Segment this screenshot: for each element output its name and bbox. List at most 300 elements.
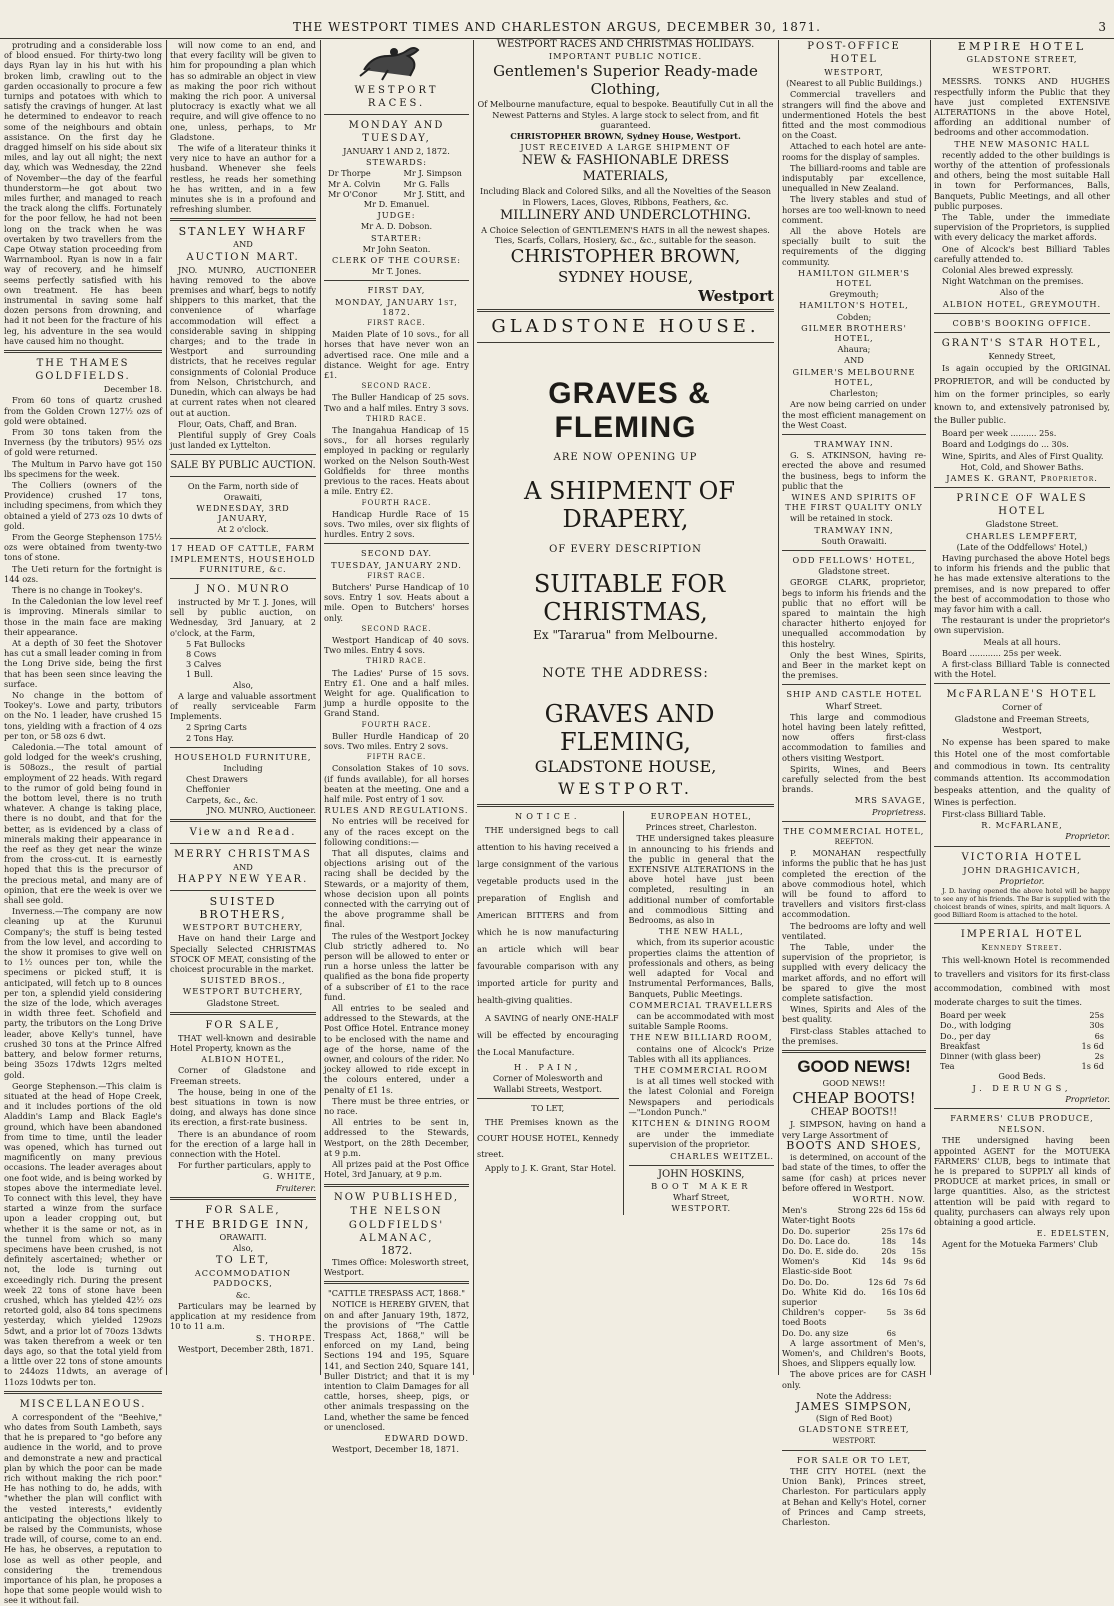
article-paragraph: Inverness.—The company are now cleaning up at the Kurunui Company's; the stuff is being tested from the low level, and according to the show it promises to give well on to 1½ ounces per ton, while the specimens or picked stuff, it is anticipated, will fetch up to 8 ounces per ton, a splendid yield considering the size of the lode, which averages in width three feet. Schofield and party, the tributors on the Long Drive leader, above Kelly's tunnel, have crushed 30 tons at the Prince Alfred battery, and below former returns, being 35ozs 17dwts 12grs melted gold. bbox=[4, 906, 162, 1080]
ad-text: Corner of Molesworth and Wallabi Streets, Westport. bbox=[492, 1073, 603, 1094]
ad-text: WESTPORT, bbox=[824, 67, 884, 77]
ad-body: MESSRS. TONKS AND HUGHES respectfully inform the Public that they have just completed EXTENSIVE ALTERATIONS in the above Hotel, affording an additional number of bedrooms and other accommodation. bbox=[934, 76, 1110, 138]
ad-body: JNO. MUNRO, AUCTIONEER having removed to the above premises and wharf, begs to notify shippers to this market, that the convenience of wharfage accommodation will effect a considerable saving in shipping charges; and to the trade in Westport and surrounding districts, that he receives regular consignments of Colonial Produce from Nelson, Christchurch, and Dunedin, which can always be had at current rates when not cleared out at auction. bbox=[170, 264, 316, 418]
ad-signature: SUISTED BROS., bbox=[200, 975, 286, 986]
ad-body: A SAVING of nearly ONE-HALF will be effected by encouraging the Local Manufacture. bbox=[477, 1013, 619, 1058]
price-item: Do. Do. any size bbox=[782, 1327, 849, 1338]
ad-title: TO LET, bbox=[531, 1102, 565, 1113]
ad-title: ODD FELLOWS' HOTEL, bbox=[792, 554, 916, 565]
ad-body: Night Watchman on the premises. bbox=[942, 276, 1084, 287]
ad-text: WESTPORT. bbox=[832, 1436, 876, 1445]
ad-signature: Proprietress. bbox=[871, 806, 926, 817]
price-now: 15s bbox=[911, 1245, 926, 1256]
race-label: FIRST RACE. bbox=[367, 319, 426, 328]
ad-title: TRAMWAY INN. bbox=[814, 438, 894, 449]
rate-row bbox=[934, 1020, 1110, 1030]
ad-headline: GLADSTONE HOUSE, bbox=[534, 757, 717, 777]
ad-subtitle: IMPORTANT PUBLIC NOTICE. bbox=[548, 51, 703, 62]
ad-signature: CHARLES WEITZEL. bbox=[670, 1150, 774, 1161]
ad-body: THE undersigned takes pleasure in announcing to his friends and the public in general that the EXTENSIVE ALTERATIONS in the above hotel have just been completed, resulting in an additional number of comfortable and commodious Sitting and Bedrooms, as also in bbox=[628, 833, 774, 926]
ad-text: MERRY CHRISTMAS bbox=[174, 849, 312, 860]
price-item: Children's copper-toed Boots bbox=[782, 1307, 866, 1328]
ad-subtitle: THE NEW MASONIC HALL bbox=[954, 138, 1090, 149]
list-item: Mr G. Falls bbox=[403, 178, 450, 189]
rules-heading: RULES AND REGULATIONS. bbox=[324, 805, 469, 816]
rate-line: Board ............ 25s per week. bbox=[942, 647, 1062, 658]
ad-text: Princes street, Charleston. bbox=[645, 822, 757, 833]
list-item: Cheffonier bbox=[186, 784, 230, 795]
price-row bbox=[782, 1277, 926, 1287]
ad-text: (Sign of Red Boot) bbox=[815, 1413, 893, 1424]
price-now: 14s bbox=[911, 1235, 926, 1246]
ad-title: NOTICE. bbox=[515, 811, 581, 822]
ad-subtitle: TUESDAY, JANUARY 2ND. bbox=[331, 559, 462, 570]
ad-body: Is again occupied by the ORIGINAL PROPRIETOR, and will be conducted by him on the former principles, so early known to, and extensively patronised by, the Buller public. bbox=[934, 363, 1110, 426]
article-paragraph: From 60 tons of quartz crushed from the Golden Crown 127½ ozs of gold were obtained. bbox=[4, 395, 162, 426]
price-row bbox=[782, 1246, 926, 1256]
ad-body: THAT well-known and desirable Hotel Property, known as the bbox=[170, 1032, 316, 1054]
ad-title: THE BRIDGE INN, bbox=[175, 1217, 311, 1231]
ad-subtitle: GILMER BROTHERS' HOTEL, bbox=[801, 322, 907, 344]
ad-text: CHRISTOPHER BROWN, Sydney House, Westport. bbox=[510, 131, 741, 142]
ad-signature: Proprietor. bbox=[1065, 1093, 1110, 1104]
ad-subtitle: GILMER'S MELBOURNE HOTEL, bbox=[792, 366, 916, 387]
ad-signature: MRS SAVAGE, bbox=[854, 795, 926, 806]
price-now: 7s 6d bbox=[903, 1276, 926, 1287]
ad-body: Spirits, Wines, and Beers carefully selected from the best brands. bbox=[782, 763, 926, 795]
ad-signature: Fruiterer. bbox=[276, 1182, 316, 1193]
rate-item: Dinner (with glass beer) bbox=[940, 1050, 1041, 1061]
ad-body: Have on hand their Large and Specially Selected CHRISTMAS STOCK OF MEAT, consisting of the choicest procurable in the market. bbox=[170, 933, 316, 975]
race-entry: Handicap Hurdle Race of 15 sovs. Two miles, over six flights of hurdles. Entry 2 sovs. bbox=[324, 508, 469, 540]
ad-text: Mr A. D. Dobson. bbox=[360, 221, 433, 232]
price-item: Do. Do. Do. bbox=[782, 1276, 830, 1287]
race-entry: The Buller Handicap of 25 sovs. Two and a half miles. Entry 3 sovs. bbox=[324, 392, 469, 413]
bottom-row bbox=[477, 811, 774, 1215]
list-item: 3 Calves bbox=[186, 659, 222, 670]
ad-text: Ex "Tararua" from Melbourne. bbox=[533, 627, 718, 642]
ad-body: will be retained in stock. bbox=[790, 513, 893, 524]
ad-subtitle: JOHN DRAGHICAVICH, bbox=[963, 864, 1081, 875]
ad-label: JUDGE: bbox=[377, 210, 416, 221]
ad-text: OF EVERY DESCRIPTION bbox=[549, 544, 702, 556]
ad-text: Proprietor. bbox=[999, 875, 1045, 886]
rule-paragraph: All entries to be sealed and addressed to the Stewards, at the Post Office Hotel. Entrance money to be enclosed with the name and age of the horse, name of the owner, and colours of the rider. No jockey allowed to ride except in the colours entered, under a penalty of £1 1s. bbox=[324, 1003, 469, 1095]
race-label: FIFTH RACE. bbox=[366, 753, 427, 762]
price-row bbox=[782, 1205, 926, 1225]
ad-text: On the Farm, north side of Orawaiti, bbox=[187, 481, 299, 502]
ad-subtitle: HAMILTON GILMER'S HOTEL bbox=[798, 267, 910, 289]
ad-body: Attached to each hotel are ante-rooms for the display of samples. bbox=[782, 141, 926, 162]
list-item: 8 Cows bbox=[186, 648, 217, 659]
ad-body: First-class Stables attached to the premises. bbox=[782, 1025, 926, 1046]
ad-text: WEDNESDAY, 3RD JANUARY, bbox=[196, 502, 290, 523]
ad-subtitle: CHARLES LEMPFERT, bbox=[966, 530, 1078, 541]
ad-subtitle: WESTPORT BUTCHERY, bbox=[182, 922, 304, 933]
ad-title: GOLDFIELDS' ALMANAC, bbox=[348, 1219, 445, 1244]
list-item: Mr O'Conor bbox=[328, 188, 378, 199]
ad-subtitle: AUCTION MART. bbox=[186, 251, 300, 263]
ad-text: GLADSTONE STREET, bbox=[966, 54, 1078, 64]
list-item: Dr Thorpe bbox=[328, 168, 371, 179]
rate-line: Board per week .......... 25s. bbox=[942, 428, 1057, 439]
ad-text: JANUARY 1 AND 2, 1872. bbox=[343, 146, 450, 156]
ad-title: STANLEY WHARF bbox=[178, 225, 308, 239]
price-item: Do. Do. E. side do. bbox=[782, 1245, 859, 1256]
ad-headline: GLADSTONE HOUSE. bbox=[491, 316, 760, 338]
article-paragraph: No change in the bottom of Tookey's. Lowe and party, tributors on the No. 1 leader, have crushed 15 tons, yielding with a fraction of 4 ozs per ton, or 58 ozs 6 dwt. bbox=[4, 689, 162, 741]
rate-row bbox=[934, 1061, 1110, 1071]
ad-headline: NEW & FASHIONABLE DRESS MATERIALS, bbox=[521, 153, 730, 185]
ad-text: Gladstone Street. bbox=[985, 519, 1059, 530]
ad-subtitle: HAMILTON'S HOTEL, bbox=[799, 300, 909, 311]
ad-text: &c. bbox=[235, 1289, 251, 1300]
ad-body: THE CITY HOTEL (next the Union Bank), Princes street, Charleston. For particulars apply at Behan and Kelly's Hotel, corner of Princes and Camp streets, Charleston. bbox=[782, 1465, 926, 1527]
ad-title: BOOT MAKER bbox=[651, 1180, 752, 1191]
ad-body: A large assortment of Men's, Women's, and Children's Boots, Shoes, and Slippers equally low. bbox=[782, 1337, 926, 1369]
ad-subtitle: 17 HEAD OF CATTLE, FARM IMPLEMENTS, HOUSEHOLD FURNITURE, &c. bbox=[170, 543, 316, 574]
rate-row bbox=[934, 1051, 1110, 1061]
ad-headline: CHEAP BOOTS!! bbox=[810, 1107, 898, 1119]
page-number: 3 bbox=[1098, 20, 1106, 34]
rate-price: 25s bbox=[1089, 1010, 1104, 1021]
ad-body: THE undersigned having been appointed AGENT for the MOTUEKA FARMERS' CLUB, begs to intimate that he is prepared to SUPPLY all kinds of PRODUCE at market prices, in small or large quantities. Also, as the strictest attention will be paid with regard to quality, purchasers can always rely upon obtaining a good article. bbox=[934, 1135, 1110, 1228]
price-worth: 25s bbox=[881, 1225, 896, 1236]
masthead-title: THE WESTPORT TIMES AND CHARLESTON ARGUS, DECEMBER 30, 1871. bbox=[293, 20, 821, 34]
ad-headline: GOOD NEWS! bbox=[797, 1057, 911, 1077]
ad-subtitle: THE NEW HALL, bbox=[658, 926, 744, 937]
price-worth: 5s bbox=[886, 1307, 896, 1318]
ad-body: A first-class Billiard Table is connected with the Hotel. bbox=[934, 658, 1110, 680]
ad-text: Corner of bbox=[1002, 702, 1042, 713]
ad-date: Westport, December 18, 1871. bbox=[332, 1444, 459, 1455]
price-row bbox=[782, 1287, 926, 1307]
ad-body: Corner of Gladstone and Freeman streets. bbox=[170, 1065, 316, 1086]
rate-item: Breakfast bbox=[940, 1040, 981, 1051]
price-worth: 12s 6d bbox=[868, 1276, 896, 1287]
article-paragraph: From the George Stephenson 175½ ozs were obtained from twenty-two tons of stone. bbox=[4, 531, 162, 563]
ad-title: SHIP AND CASTLE HOTEL bbox=[786, 689, 922, 700]
ad-title: J NO. MUNRO bbox=[195, 583, 291, 595]
ad-text: Cobden; bbox=[836, 311, 872, 322]
ad-text: Kennedy Street, bbox=[988, 351, 1056, 362]
race-entry: Consolation Stakes of 10 sovs. (if funds available), for all horses beaten at the meeting. One and a half mile. Post entry of 1 sov. bbox=[324, 763, 469, 804]
ad-signature: G. WHITE, bbox=[262, 1171, 316, 1182]
ad-signature: E. EDELSTEN, bbox=[1036, 1228, 1110, 1239]
price-worth: 18s bbox=[881, 1235, 896, 1246]
price-now: 9s 6d bbox=[903, 1256, 926, 1267]
ad-text: NELSON. bbox=[998, 1124, 1046, 1135]
price-worth: 22s 6d bbox=[868, 1205, 896, 1216]
ad-text: Also, bbox=[232, 1243, 254, 1254]
lot-list bbox=[170, 639, 316, 680]
ad-body: J. SIMPSON, having on hand a very Large Assortment of bbox=[782, 1119, 926, 1140]
price-row bbox=[782, 1307, 926, 1327]
ad-signature: Proprietor. bbox=[1065, 831, 1110, 842]
ad-label: CLERK OF THE COURSE: bbox=[331, 255, 462, 266]
ad-signature: R. McFARLANE, bbox=[981, 820, 1063, 831]
rate-price: 1s 6d bbox=[1081, 1040, 1104, 1051]
race-label: FIRST RACE. bbox=[367, 571, 426, 580]
ad-body: There is an abundance of room for the erection of a large hall in connection with the Hotel. bbox=[170, 1128, 316, 1160]
rule-paragraph: All prizes paid at the Post Office Hotel, 3rd January, at 9 p.m. bbox=[324, 1159, 469, 1180]
rate-price: 1s 6d bbox=[1081, 1061, 1104, 1072]
ad-text: At 2 o'clock. bbox=[217, 524, 269, 535]
article-paragraph: Caledonia.—The total amount of gold lodged for the week's crushing, is 508ozs., the result of partial employment of 22 heads. With regard to the rumor of gold being found in the bottom level, there is no truth whatever. A change is taking place, there is no doubt, and that for the better, as is evidenced by a class of minerals making their appearance in the reef as they get near the winze from the cross-cut. It is earnestly hoped that this is the precursor of the precious metal, and many are of opinion, that ere the week is over we shall see gold. bbox=[4, 742, 162, 906]
ad-body: Times Office: Molesworth street, Westport. bbox=[324, 1256, 469, 1277]
race-label: FOURTH RACE. bbox=[361, 498, 432, 507]
ad-title: THE COMMERCIAL HOTEL, bbox=[783, 825, 925, 836]
ad-body: NOTICE is HEREBY GIVEN, that on and after January 19th, 1872, the provisions of "The Cattle Trespass Act, 1868," will be enforced on my Land, being Sections 194 and 195, Square 141, and Section 240, Square 141, Buller District; and that it is my intention to Claim Damages for all cattle, horses, sheep, pigs, or other animals trespassing on the Land, whether the same be fenced or unenclosed. bbox=[324, 1299, 469, 1432]
ad-subtitle: THE COMMERCIAL ROOM bbox=[634, 1064, 769, 1075]
ad-subtitle: HOUSEHOLD FURNITURE, bbox=[174, 751, 312, 762]
ad-headline: BOOTS AND SHOES, bbox=[786, 1138, 922, 1152]
ad-body: No expense has been spared to make this Hotel one of the most comfortable and commodious in town. Its centrality commands attention. Its accommodation bespeaks attention, and the quality of Wines is perfection. bbox=[934, 736, 1110, 807]
column-2 bbox=[170, 40, 316, 1377]
rate-item: Board per week bbox=[940, 1010, 1006, 1021]
price-row bbox=[782, 1226, 926, 1236]
ad-title: SALE BY PUBLIC AUCTION. bbox=[170, 460, 316, 472]
rate-line: Board and Lodgings do ... 30s. bbox=[942, 439, 1069, 450]
race-entry: The Inangahua Handicap of 15 sovs., for all horses regularly employed in packing or regularly worked on the Nelson South-West Goldfields for three months previous to the races. Heats about a mile. Entry £2. bbox=[324, 425, 469, 497]
price-worth: 6s bbox=[886, 1327, 896, 1338]
article-paragraph: At a depth of 30 feet the Shotover has cut a small leader coming in from the Long Drive side, being the first that has been seen since leaving the surface. bbox=[4, 637, 162, 689]
ad-body: Having purchased the above Hotel begs to inform his friends and the public that he has made extensive alterations to the premises, and is now prepared to offer the best of accommodation to those who may favor him with a call. bbox=[934, 552, 1110, 614]
ad-title: EUROPEAN HOTEL, bbox=[650, 811, 752, 822]
ad-text: Westport, bbox=[1001, 724, 1043, 735]
price-worth: 14s bbox=[881, 1256, 896, 1267]
ad-subtitle: COMMERCIAL TRAVELLERS bbox=[629, 999, 774, 1010]
ad-subtitle: ALBION HOTEL, GREYMOUTH. bbox=[942, 298, 1102, 309]
ad-headline: MILLINERY AND UNDERCLOTHING. bbox=[500, 207, 751, 223]
ad-signature: H. PAIN, bbox=[514, 1062, 582, 1073]
shipwreck-story-end: protruding and a considerable loss of blood ensued. For thirty-two long days Ryan lay in his hut with his broken limb, crawling out to the garden occasionally to procure a few turnips and potatoes with which to satisfy the cravings of hunger. At last he determined to endeavor to reach some of the neighbours and obtain assistance. On the first day he dragged himself on his side about six miles, and lay out all night; the next day, which was Wednesday, the 22nd of November—the day of the fearful thunderstorm—he got about two miles further, and managed to reach the track along the cliffs. Fortunately for the poor fellow, he had not been long on the track when he was overtaken by two travellers from the Cape Otway station proceeding from Warrnambool. Ryan is now in a fair way of recovery, and he himself seems perfectly satisfied with his own treatment. He has been instrumental in saving some half dozen persons from drowning, and had it not been for the fracture of his leg, his adventure in the sea would have caused him no thought. bbox=[4, 40, 162, 346]
ad-text: ARE NOW OPENING UP bbox=[553, 452, 698, 464]
european-hotel-ad bbox=[624, 811, 774, 1215]
ad-text: Mr T. Jones. bbox=[371, 266, 422, 277]
ad-text: (Nearest to all Public Buildings.) bbox=[786, 78, 922, 89]
article-paragraph: A correspondent of the "Beehive," who dates from South Lambeth, says that he is prepared to "go before any audience in the world, and to prove and demonstrate a new and practical plan by which the poor can be made rich without making the rich poor." He has nothing to do, he adds, with "whether the plan will conflict with the vested interests," evidently anticipating the objections likely to be raised by the Communists, whose trade will, of course, come to an end. He has, he observes, a reputation to lose as well as other people, and considering the tremendous importance of his plan, he proposes a hope that some people would wish to see it without fail. bbox=[4, 1411, 162, 1606]
ad-subtitle: ACCOMMODATION PADDOCKS, bbox=[194, 1268, 292, 1289]
column-5 bbox=[782, 40, 926, 1527]
ad-headline: SUITABLE FOR CHRISTMAS, bbox=[533, 569, 726, 626]
ad-body: Wine, Spirits, and Ales of First Quality. bbox=[942, 450, 1104, 461]
ad-title: TO LET, bbox=[215, 1255, 271, 1267]
article-paragraph: In the Caledonian the low level reef is improving. Minerals similar to those in the main face are making their appearance. bbox=[4, 596, 162, 637]
ad-body: contains one of Alcock's Prize Tables with all its appliances. bbox=[628, 1043, 774, 1064]
ad-text: South Orawaiti. bbox=[821, 535, 887, 546]
article-paragraph: George Stephenson.—This claim is situated at the head of Hope Creek, and it includes portions of the old Aladdin's Lamp and Black Eagle's ground, which have been abandoned from time to time, until the leader was opened, which has turned out magnificently on many previous occasions. The leader averages about one foot wide, and is being worked by stopes above the intermediate level. To connect with this level, they have started a winze from the surface upon a leader cropping out, but whether it is the same or not, as in the tunnel from which so many specimens have been crushed, is not definitely ascertained; whether or not, the lode is turning out exceedingly rich. During the present week 22 tons of stone have been crushed, which has yielded 42½ ozs retorted gold, also 84 tons specimens yesterday, which yielded 129ozs 5dwt, and a prior lot of 70ozs 13dwts was taken therefrom a week or ten days ago, so that the total yield from a little over 22 tons of stone amounts to 244ozs 11dwts, an average of 11ozs 10dwts per ton. bbox=[4, 1080, 162, 1387]
ad-text: Including bbox=[223, 762, 263, 773]
ad-label: STEWARDS: bbox=[365, 157, 428, 168]
ad-signature: S. THORPE. bbox=[255, 1332, 316, 1343]
price-item: Men's Strong Water-tight Boots bbox=[782, 1205, 866, 1226]
ad-date: Westport, December 28th, 1871. bbox=[178, 1343, 314, 1354]
ad-headline: Gentlemen's Superior Ready-made Clothing, bbox=[493, 62, 758, 99]
ad-body: recently added to the other buildings is worthy of the attention of professionals and others, being the most suitable Hall in town for Performances, Balls, Banquets, Public Meetings, and all other public purposes. bbox=[934, 149, 1110, 211]
ad-title: EMPIRE HOTEL bbox=[957, 40, 1087, 53]
ad-body: instructed by Mr T. J. Jones, will sell by public auction, on Wednesday, 3rd January, at 2 o'clock, at the Farm, bbox=[170, 596, 316, 638]
ad-text: Hot, Cold, and Shower Baths. bbox=[960, 461, 1084, 472]
ad-subtitle: KITCHEN & DINING ROOM bbox=[631, 1117, 771, 1128]
price-now bbox=[896, 1328, 926, 1338]
ad-title: IMPERIAL HOTEL bbox=[960, 928, 1084, 940]
price-now: 10s 6d bbox=[898, 1286, 926, 1297]
ad-text: Also, bbox=[232, 679, 254, 690]
ad-text: Meals at all hours. bbox=[983, 636, 1061, 647]
ad-body: All the above Hotels are specially built to suit the requirements of the digging community. bbox=[782, 226, 926, 267]
list-item: 1 Bull. bbox=[186, 669, 213, 680]
rule-paragraph: That all disputes, claims and objections arising out of the racing shall be decided by the Stewards, or a majority of them, whose decision upon all points connected with the carrying out of the above programme shall be final. bbox=[324, 848, 469, 930]
ad-title: JAMES SIMPSON, bbox=[795, 1399, 913, 1413]
ad-text: WESTPORT. bbox=[671, 1203, 732, 1214]
ad-subtitle: SECOND DAY. bbox=[361, 548, 432, 559]
ad-title: THE NELSON bbox=[350, 1205, 443, 1217]
rate-price: 2s bbox=[1094, 1050, 1104, 1061]
ad-text: ORAWAITI. bbox=[219, 1231, 267, 1242]
ad-text: Good Beds. bbox=[998, 1071, 1046, 1082]
ad-signature: JAMES K. GRANT, Proprietor. bbox=[946, 473, 1098, 484]
ad-subtitle: MONDAY, JANUARY 1st, 1872. bbox=[335, 296, 458, 317]
ad-signature: EDWARD DOWD. bbox=[384, 1432, 469, 1443]
article-paragraph: There is no change in Tookey's. bbox=[12, 584, 143, 595]
article-paragraph: From 30 tons taken from the Inverness (by the tributors) 95½ ozs of gold were returned. bbox=[4, 426, 162, 458]
ad-body: which, from its superior acoustic properties claims the attention of professionals and others, as being well adapted for Vocal and Instrumental Performances, Balls, Banquets, Public Meetings. bbox=[628, 937, 774, 999]
ad-text: REEFTON. bbox=[834, 838, 874, 847]
ad-body: Are now being carried on under the most efficient management on the West Coast. bbox=[782, 399, 926, 430]
price-row bbox=[782, 1256, 926, 1276]
ad-signature: Agent for the Motueka Farmers' Club bbox=[942, 1239, 1098, 1250]
lot-list-2 bbox=[170, 722, 316, 742]
ad-body: One of Alcock's best Billiard Tables carefully attended to. bbox=[934, 243, 1110, 264]
ad-title: FOR SALE, bbox=[205, 1204, 281, 1216]
ad-subtitle: FIRST DAY, bbox=[367, 285, 426, 296]
ad-body: Colonial Ales brewed expressly. bbox=[942, 265, 1074, 276]
ad-title: FOR SALE OR TO LET, bbox=[796, 1454, 912, 1465]
list-item: Mr A. Colvin bbox=[328, 178, 381, 189]
race-label: SECOND RACE. bbox=[361, 382, 432, 391]
ad-text: GOOD NEWS!! bbox=[822, 1078, 886, 1089]
ad-text: WESTPORT. bbox=[992, 65, 1052, 76]
article-paragraph: The Ueti return for the fortnight is 144 ozs. bbox=[4, 563, 162, 584]
ad-text: Wharf Street. bbox=[825, 700, 883, 711]
ad-title: PRINCE OF WALES HOTEL bbox=[956, 493, 1088, 518]
ad-body: GEORGE CLARK, proprietor, begs to inform his friends and the public that no effort will be spared to maintain the high character hitherto enjoyed for unequalled accommodation by this hostelry. bbox=[782, 577, 926, 649]
article-paragraph: The Colliers (owners of the Providence) crushed 17 tons, including specimens, from which they obtained a yield of 273 ozs 10 dwts of gold. bbox=[4, 479, 162, 531]
ad-body: Plentiful supply of Grey Coals just landed ex Lyttelton. bbox=[170, 429, 316, 451]
ad-body: Flour, Oats, Chaff, and Bran. bbox=[178, 418, 297, 429]
miscellaneous-heading: MISCELLANEOUS. bbox=[19, 1398, 147, 1410]
list-item: 5 Fat Bullocks bbox=[186, 638, 245, 649]
ad-signature: JNO. MUNRO, Auctioneer. bbox=[206, 804, 316, 815]
ad-title: COBB'S BOOKING OFFICE. bbox=[952, 317, 1092, 328]
list-item: Chest Drawers bbox=[186, 774, 248, 785]
ad-text: (Late of the Oddfellows' Hotel,) bbox=[956, 541, 1088, 552]
ad-title: "CATTLE TRESPASS ACT, 1868." bbox=[328, 1288, 465, 1299]
ad-subtitle: WINES AND SPIRITS OF THE FIRST QUALITY ONLY bbox=[785, 491, 923, 513]
ad-body: The house, being in one of the best situations in town is now doing, and always has done since its erection, a first-rate business. bbox=[170, 1086, 316, 1128]
price-row bbox=[782, 1236, 926, 1246]
ad-text: Gladstone and Freeman Streets, bbox=[954, 713, 1090, 724]
ad-text: Note the Address: bbox=[816, 1390, 892, 1401]
rate-item: Do., with lodging bbox=[940, 1020, 1012, 1031]
article-paragraph: The Multum in Parvo have got 150 lbs specimens for the week. bbox=[4, 458, 162, 479]
ad-title: FARMERS' CLUB PRODUCE, bbox=[950, 1113, 1094, 1123]
ad-body: Particulars may be learned by application at my residence from 10 to 11 a.m. bbox=[170, 1300, 316, 1332]
ad-headline: CHRISTOPHER BROWN, bbox=[510, 246, 741, 268]
ad-body: Only the best Wines, Spirits, and Beer in the market kept on the premises. bbox=[782, 649, 926, 681]
price-item: Do. Do. superior bbox=[782, 1225, 851, 1236]
ad-text: HAPPY NEW YEAR. bbox=[177, 874, 309, 886]
ad-title: GRANT'S STAR HOTEL, bbox=[941, 338, 1103, 350]
thames-goldfields-heading: THE THAMES GOLDFIELDS. bbox=[35, 358, 131, 383]
race-label: FOURTH RACE. bbox=[361, 720, 432, 729]
ad-title: VICTORIA HOTEL bbox=[961, 851, 1083, 863]
ad-title: POST-OFFICE HOTEL bbox=[807, 41, 901, 65]
ad-subtitle: ALBION HOTEL, bbox=[201, 1054, 285, 1065]
list-item: Carpets, &c., &c. bbox=[186, 794, 259, 805]
ad-body: This well-known Hotel is recommended to travellers and visitors for its first-class accommodation, combined with most moderate charges to suit the times. bbox=[934, 955, 1110, 1008]
rate-item: Do., per day bbox=[940, 1030, 991, 1041]
ad-body: are under the immediate supervision of the proprietor. bbox=[628, 1129, 774, 1150]
ad-text: Mr D. Emanuel. bbox=[363, 199, 430, 210]
rule-paragraph: No entries will be received for any of the races except on the following conditions:— bbox=[324, 816, 469, 847]
ad-subtitle: MONDAY AND TUESDAY, bbox=[348, 120, 445, 144]
race-label: SECOND RACE. bbox=[361, 624, 432, 633]
price-worth: 16s bbox=[881, 1286, 896, 1297]
ad-text: Also of the bbox=[999, 287, 1045, 298]
imperial-rates-table bbox=[934, 1010, 1110, 1071]
ad-text: Wharf Street, bbox=[673, 1192, 730, 1203]
ad-body: A large and valuable assortment of really serviceable Farm Implements. bbox=[170, 690, 316, 722]
dateline: December 18. bbox=[103, 384, 162, 395]
column-6 bbox=[934, 40, 1110, 1377]
ad-body: G. S. ATKINSON, having re-erected the above and resumed the business, begs to inform the public that the bbox=[782, 450, 926, 491]
ad-signature: WESTPORT BUTCHERY, bbox=[182, 986, 304, 997]
ad-body: The Table, under the supervision of the proprietor, is supplied with every delicacy the market affords, and no effort will be spared to give the most complete satisfaction. bbox=[782, 942, 926, 1004]
price-now: 17s 6d bbox=[898, 1225, 926, 1236]
race-label: THIRD RACE. bbox=[366, 657, 427, 666]
race-label: THIRD RACE. bbox=[366, 414, 427, 423]
ad-body: Commercial travellers and strangers will find the above and undermentioned Hotels the best fitted and the most commodious on the Coast. bbox=[782, 89, 926, 141]
ad-title: WESTPORT RACES AND CHRISTMAS HOLIDAYS. bbox=[496, 39, 755, 50]
race-entry: Buller Hurdle Handicap of 20 sovs. Two miles. Entry 2 sovs. bbox=[324, 730, 469, 751]
rule-paragraph: There must be three entries, or no race. bbox=[324, 1095, 469, 1117]
race-entry: The Ladies' Purse of 15 sovs. Entry £1. One and a half miles. Weight for age. Qualification to jump a hurdle opposite to the Grand Stand. bbox=[324, 667, 469, 719]
race-entry: Butchers' Purse Handicap of 10 sovs. Entry 1 sov. Heats about a mile. Open to Butchers' horses only. bbox=[324, 581, 469, 623]
boots-price-table bbox=[782, 1205, 926, 1338]
ad-title: View and Read. bbox=[189, 827, 297, 838]
rate-price: 6s bbox=[1094, 1030, 1104, 1041]
price-now: 3s 6d bbox=[903, 1307, 926, 1318]
bitters-notice bbox=[477, 811, 624, 1215]
race-entry: Westport Handicap of 40 sovs. Two miles. Entry 4 sovs. bbox=[324, 634, 469, 656]
ad-headline: WESTPORT. bbox=[558, 779, 693, 799]
rate-item: Tea bbox=[940, 1061, 955, 1072]
ad-body: For further particulars, apply to bbox=[178, 1160, 311, 1171]
price-item: Do. Do. Lace do. bbox=[782, 1235, 851, 1246]
ad-label: STARTER: bbox=[371, 232, 422, 243]
ad-text: Mr John Seaton. bbox=[362, 243, 431, 254]
ad-body: Wines, Spirits and Ales of the best quality. bbox=[782, 1004, 926, 1025]
column-3 bbox=[324, 40, 469, 1455]
ad-headline: CHEAP BOOTS! bbox=[792, 1089, 916, 1108]
ad-title: JOHN HOSKINS, bbox=[658, 1168, 745, 1180]
ad-body: is at all times well stocked with the latest Colonial and Foreign Newspapers and periodicals—"London Punch." bbox=[628, 1076, 774, 1117]
rule-paragraph: All entries to be sent in, addressed to the Stewards, Westport, on the 28th December, at 9 p.m. bbox=[324, 1117, 469, 1158]
column-4 bbox=[477, 40, 774, 1377]
rate-row bbox=[934, 1031, 1110, 1041]
